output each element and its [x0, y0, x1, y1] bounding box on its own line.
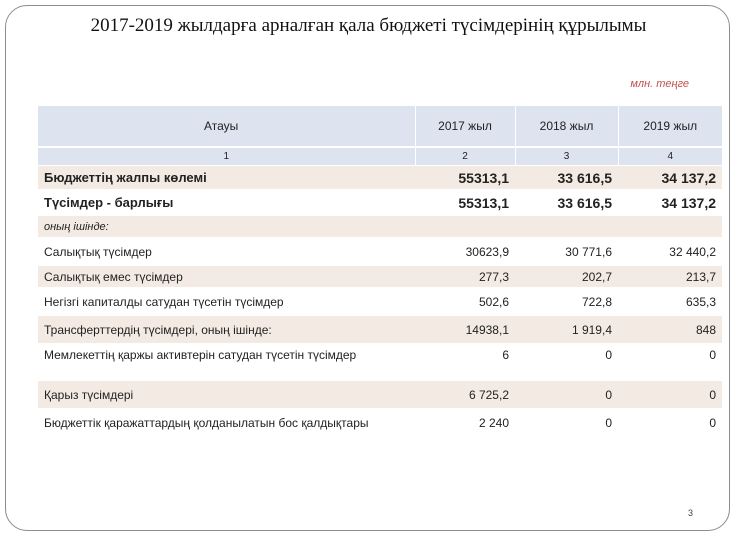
value-2019 — [618, 216, 722, 238]
value-2017 — [415, 216, 515, 238]
table-row — [38, 381, 722, 409]
value-2017: 6 — [415, 344, 515, 381]
value-2018: 0 — [515, 344, 618, 381]
value-2017: 55313,1 — [415, 166, 515, 190]
table-row — [38, 166, 722, 190]
row-name: Бюджеттік қаражаттардың қолданылатын бос қалдықтары — [38, 409, 415, 437]
value-2019: 0 — [618, 409, 722, 437]
row-name: Қарыз түсімдері — [38, 381, 415, 409]
table-row — [38, 190, 722, 216]
table-row — [38, 288, 722, 316]
value-2019: 213,7 — [618, 266, 722, 288]
index-cell: 1 — [38, 147, 415, 166]
table-row — [38, 409, 722, 437]
column-header-2019: 2019 жыл — [618, 106, 722, 147]
value-2019: 0 — [618, 381, 722, 409]
value-2018: 30 771,6 — [515, 238, 618, 266]
index-row — [38, 147, 722, 166]
row-name: оның ішінде: — [38, 216, 415, 238]
value-2017: 14938,1 — [415, 316, 515, 344]
value-2019: 635,3 — [618, 288, 722, 316]
row-name: Түсімдер - барлығы — [38, 190, 415, 216]
table-row — [38, 216, 722, 238]
index-cell: 4 — [618, 147, 722, 166]
value-2017: 30623,9 — [415, 238, 515, 266]
page-title: 2017-2019 жылдарға арналған қала бюджеті түсімдерінің құрылымы — [90, 15, 647, 36]
value-2018 — [515, 216, 618, 238]
value-2017: 6 725,2 — [415, 381, 515, 409]
value-2017: 277,3 — [415, 266, 515, 288]
value-2018: 722,8 — [515, 288, 618, 316]
column-header-2017: 2017 жыл — [415, 106, 515, 147]
value-2017: 2 240 — [415, 409, 515, 437]
value-2019: 848 — [618, 316, 722, 344]
index-cell: 2 — [415, 147, 515, 166]
value-2019: 34 137,2 — [618, 190, 722, 216]
row-name: Салықтық түсімдер — [38, 238, 415, 266]
value-2018: 0 — [515, 381, 618, 409]
column-header-2018: 2018 жыл — [515, 106, 618, 147]
value-2018: 202,7 — [515, 266, 618, 288]
value-2018: 33 616,5 — [515, 166, 618, 190]
header-row — [38, 106, 722, 147]
value-2017: 55313,1 — [415, 190, 515, 216]
page-number: 3 — [687, 508, 693, 518]
row-name: Бюджеттің жалпы көлемі — [38, 166, 415, 190]
column-header-name: Атауы — [38, 106, 415, 147]
table-row — [38, 344, 722, 381]
row-name: Негізгі капиталды сатудан түсетін түсімдер — [38, 288, 415, 316]
value-2018: 0 — [515, 409, 618, 437]
value-2019: 0 — [618, 344, 722, 381]
row-name: Салықтық емес түсімдер — [38, 266, 415, 288]
table-row — [38, 238, 722, 266]
value-2018: 33 616,5 — [515, 190, 618, 216]
table-row — [38, 266, 722, 288]
unit-label: млн. теңге — [630, 78, 689, 90]
row-name: Мемлекеттің қаржы активтерін сатудан түсетін түсімдер — [38, 344, 415, 381]
value-2019: 32 440,2 — [618, 238, 722, 266]
value-2018: 1 919,4 — [515, 316, 618, 344]
index-cell: 3 — [515, 147, 618, 166]
row-name: Трансферттердің түсімдері, оның ішінде: — [38, 316, 415, 344]
table-row — [38, 316, 722, 344]
value-2017: 502,6 — [415, 288, 515, 316]
budget-table — [38, 106, 722, 437]
value-2019: 34 137,2 — [618, 166, 722, 190]
